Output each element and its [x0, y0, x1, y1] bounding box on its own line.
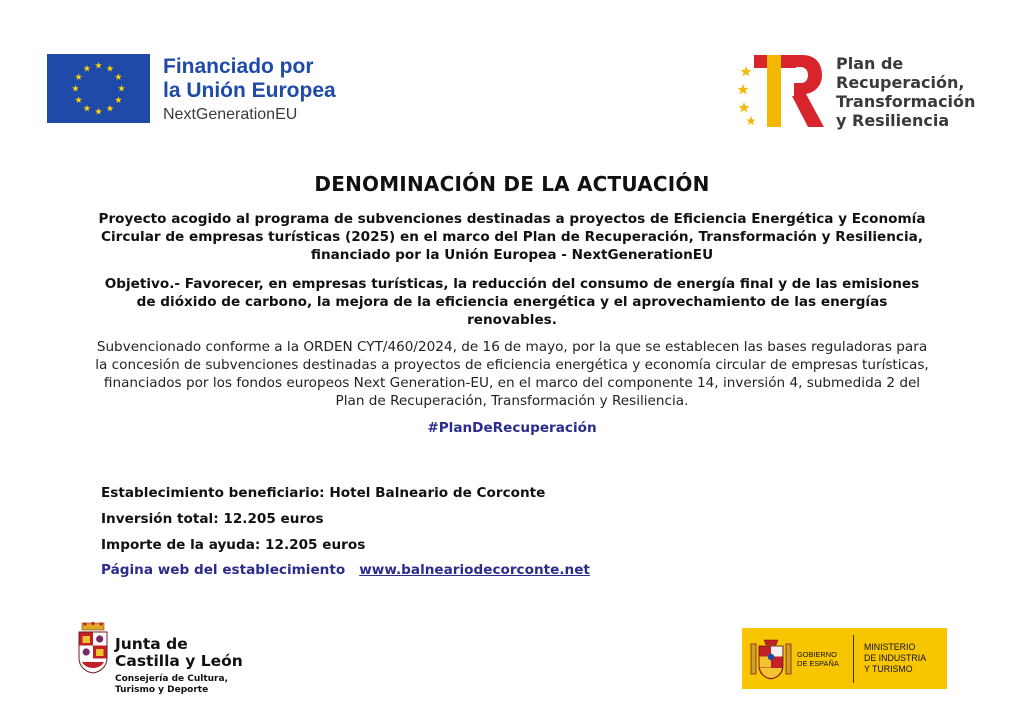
website-label: Página web del establecimiento: [101, 562, 346, 578]
spain-coat-of-arms-icon: [750, 636, 792, 682]
eu-logo-line2: la Unión Europea: [163, 79, 336, 102]
legal-basis-text: Subvencionado conforme a la ORDEN CYT/460/2024, de 16 de mayo, por la que se establecen las bases reguladoras para la concesión de subvenciones destinadas a proyectos de eficiencia energética y economía circular de empresas turísticas, financiados por los fondos europeos Next Generation-EU, en el marco del componente 14, inversión 4, submedida 2 del Plan de Recuperación, Transformación y Resiliencia.: [95, 339, 929, 409]
page-title: DENOMINACIÓN DE LA ACTUACIÓN: [314, 172, 710, 196]
eu-funding-logo: [47, 54, 336, 126]
prtr-emblem-icon: [736, 52, 826, 130]
eu-logo-line1: Financiado por: [163, 55, 314, 78]
ministerio-line3: Y TURISMO: [864, 664, 913, 674]
aid-amount-line: Importe de la ayuda: 12.205 euros: [101, 537, 366, 553]
junta-line1: Junta de: [115, 635, 188, 653]
eu-star-icon: [95, 62, 102, 69]
gobierno-espana-logo: [742, 628, 947, 689]
eu-star-icon: [84, 105, 91, 112]
junta-line2: Castilla y León: [115, 652, 243, 670]
castilla-leon-shield-icon: [77, 622, 109, 674]
prtr-line4: y Resiliencia: [836, 111, 950, 130]
ministerio-line1: MINISTERIO: [864, 642, 916, 652]
eu-star-icon: [75, 73, 82, 80]
eu-star-icon: [118, 85, 125, 92]
eu-star-icon: [115, 73, 122, 80]
eu-star-icon: [107, 105, 114, 112]
junta-line3: Consejería de Cultura,: [115, 674, 228, 684]
hashtag: #PlanDeRecuperación: [427, 420, 597, 436]
objective-text: Objetivo.- Favorecer, en empresas turísticas, la reducción del consumo de energía final y de las emisiones de dióxido de carbono, la mejora de la eficiencia energética y el aprovechamiento de las energías renovables.: [104, 276, 920, 328]
eu-star-icon: [84, 65, 91, 72]
junta-line4: Turismo y Deporte: [115, 685, 209, 695]
eu-star-icon: [115, 96, 122, 103]
gobierno-divider: [853, 635, 854, 683]
beneficiary-line: Establecimiento beneficiario: Hotel Balneario de Corconte: [101, 485, 546, 501]
ministerio-line2: DE INDUSTRIA: [864, 653, 927, 663]
investment-line: Inversión total: 12.205 euros: [101, 511, 324, 527]
prtr-line3: Transformación: [836, 92, 976, 111]
prtr-line1: Plan de: [836, 54, 904, 73]
project-description: Proyecto acogido al programa de subvenciones destinadas a proyectos de Eficiencia Energética y Economía Circular de empresas turísticas (2025) en el marco del Plan de Recuperación, Transformación y Resiliencia, financiado por la Unión Europea - NextGenerationEU: [98, 211, 926, 263]
eu-star-icon: [72, 85, 79, 92]
eu-flag-icon: [47, 54, 150, 123]
eu-star-icon: [95, 108, 102, 115]
prtr-logo: [736, 52, 975, 130]
eu-star-icon: [107, 65, 114, 72]
eu-star-icon: [75, 96, 82, 103]
gobierno-line1: GOBIERNO: [797, 649, 837, 659]
gobierno-line2: DE ESPAÑA: [797, 658, 839, 668]
website-line: [101, 562, 590, 578]
junta-castilla-leon-logo: [77, 622, 243, 696]
website-link[interactable]: www.balneariodecorconte.net: [359, 562, 590, 578]
prtr-line2: Recuperación,: [836, 73, 965, 92]
eu-logo-line3: NextGenerationEU: [163, 106, 298, 123]
